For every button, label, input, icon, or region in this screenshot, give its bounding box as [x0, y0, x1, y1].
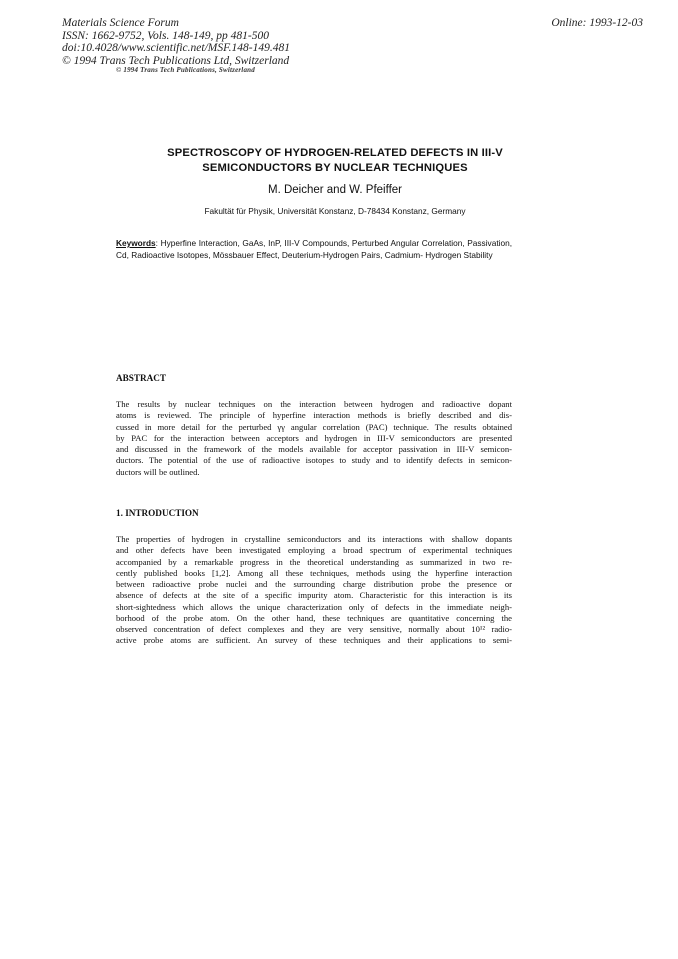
- intro-line: borhood of the probe atom. On the other hand, these techniques are quantitative concerning the: [116, 612, 512, 623]
- journal-name: Materials Science Forum: [62, 17, 179, 29]
- introduction-heading: 1. INTRODUCTION: [116, 508, 199, 518]
- keywords-label: Keywords: [116, 238, 156, 248]
- intro-line: accompanied by a remarkable progress in the theoretical understanding as summarized in two re-: [116, 556, 512, 567]
- introduction-body: [116, 534, 512, 647]
- intro-line: short-sightedness which allows the unique characterization only of defects in the immediate neigh-: [116, 601, 512, 612]
- abstract-line: and discussed in the framework of the models available for acceptor passivation in III-V semicon-: [116, 444, 512, 454]
- intro-line: observed concentration of defect complexes and they are very sensitive, normally about 10¹² radio-: [116, 624, 512, 634]
- intro-line: The properties of hydrogen in crystalline semiconductors and its interactions with shallow dopants: [116, 534, 512, 544]
- abstract-body: [116, 399, 512, 478]
- intro-line: absence of defects at the site of a specific impurity atom. Characteristic for this interaction is its: [116, 590, 512, 601]
- online-date: Online: 1993-12-03: [551, 17, 643, 29]
- abstract-line: The results by nuclear techniques on the interaction between hydrogen and radioactive dopant: [116, 399, 512, 409]
- intro-line: active probe atoms are sufficient. An survey of these techniques and their applications to semi-: [116, 635, 512, 646]
- keywords-list: : Hyperfine Interaction, GaAs, InP, III-V Compounds, Perturbed Angular Correlation, Passivation, Cd, Radioactive Isotopes, Mössbauer Effect, Deuterium-Hydrogen Pairs, Cadmium- Hydrogen Stability: [116, 238, 512, 260]
- issn-line: ISSN: 1662-9752, Vols. 148-149, pp 481-500: [62, 29, 269, 42]
- paper-title: [100, 146, 570, 175]
- abstract-line: atoms is reviewed. The principle of hyperfine interaction methods is briefly described and dis-: [116, 410, 512, 421]
- intro-line: between radioactive probe nuclei and the surrounding charge distribution probe the presence or: [116, 579, 512, 589]
- abstract-heading: ABSTRACT: [116, 373, 167, 383]
- abstract-line: cussed in more detail for the perturbed γγ angular correlation (PAC) technique. The results obtained: [116, 421, 512, 432]
- title-line-2: SEMICONDUCTORS BY NUCLEAR TECHNIQUES: [202, 161, 468, 174]
- title-line-1: SPECTROSCOPY OF HYDROGEN-RELATED DEFECTS IN III-V: [167, 147, 503, 159]
- intro-line: and other defects have been investigated employing a broad spectrum of experimental techniques: [116, 545, 512, 556]
- authors: M. Deicher and W. Pfeiffer: [267, 184, 402, 196]
- doi-line[interactable]: doi:10.4028/www.scientific.net/MSF.148-149.481: [62, 42, 290, 54]
- abstract-line: ductors will be outlined.: [116, 466, 200, 477]
- citation-header: [62, 17, 290, 67]
- keywords-block: [116, 238, 512, 261]
- intro-line: cently published books [1,2]. Among all these techniques, methods using the hyperfine interaction: [116, 567, 512, 578]
- affiliation: Fakultät für Physik, Universität Konstanz, D-78434 Konstanz, Germany: [204, 206, 466, 216]
- copyright-line: © 1994 Trans Tech Publications Ltd, Switzerland: [62, 54, 290, 67]
- abstract-line: ductors. The potential of the use of radioactive isotopes to study and to identify defects in semicon-: [116, 455, 512, 466]
- abstract-line: by PAC for the interaction between acceptors and hydrogen in III-V semiconductors are presented: [116, 432, 512, 443]
- publisher-notice: © 1994 Trans Tech Publications, Switzerland: [116, 66, 255, 74]
